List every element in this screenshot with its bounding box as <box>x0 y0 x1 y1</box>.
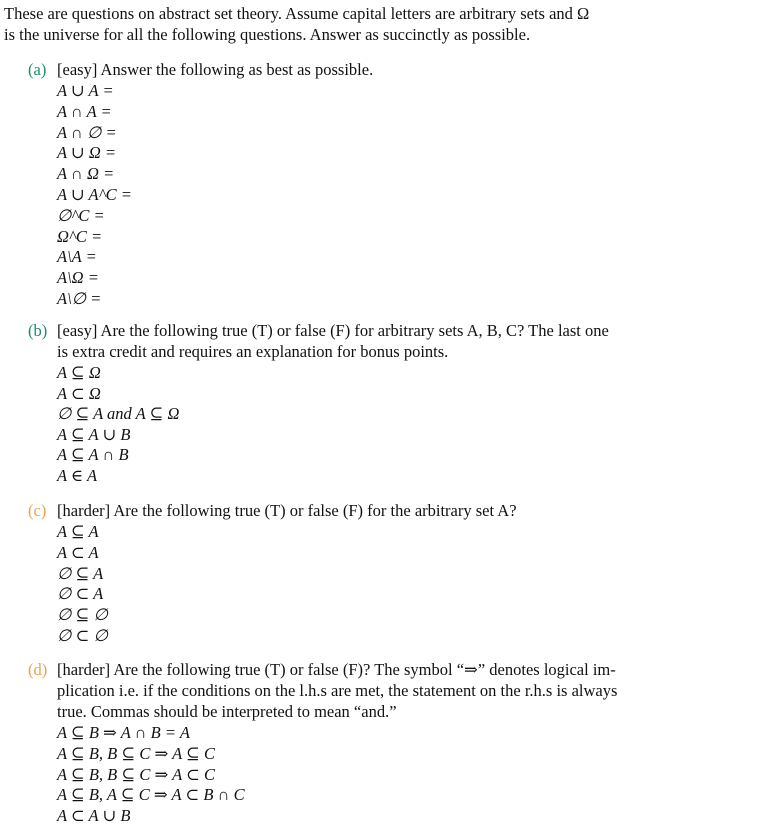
question-label: (c) <box>28 501 47 520</box>
math-item: A ⊆ B, B ⊆ C ⇒ A ⊂ C <box>57 764 215 784</box>
math-item: A ⊆ B, B ⊆ C ⇒ A ⊆ C <box>57 743 215 763</box>
question-text: [easy] Answer the following as best as possible. <box>57 60 374 79</box>
math-item: ∅ ⊂ A <box>57 584 104 604</box>
question-text: [easy] Are the following true (T) or false (F) for arbitrary sets A, B, C? The last one <box>57 321 609 340</box>
math-item: Ω^C = <box>57 226 103 246</box>
math-item: ∅^C = <box>57 205 105 225</box>
math-item: A ⊆ A ∩ B <box>57 445 129 465</box>
question-text: true. Commas should be interpreted to mean “and.” <box>57 702 397 721</box>
math-item: A ∩ A = <box>57 101 112 121</box>
math-item: ∅ ⊆ ∅ <box>57 605 108 625</box>
math-item: A ⊂ A <box>57 542 99 562</box>
math-item: ∅ ⊆ A <box>57 563 104 583</box>
math-item: A\A = <box>57 247 97 267</box>
math-item: A ∪ Ω = <box>57 143 117 163</box>
math-item: A ⊆ Ω <box>57 363 101 382</box>
math-item: A ∪ A = <box>57 81 114 100</box>
math-item: ∅ ⊆ A and A ⊆ Ω <box>57 404 180 424</box>
math-item: A ∩ Ω = <box>57 164 115 184</box>
question-label: (a) <box>28 60 47 79</box>
question-label: (b) <box>28 321 48 340</box>
math-item: A ∈ A <box>57 466 98 485</box>
math-item: A ⊂ Ω <box>57 383 101 403</box>
question-text: plication i.e. if the conditions on the l.h.s are met, the statement on the r.h.s is always <box>57 681 618 700</box>
math-item: A ⊂ A ∪ B <box>57 806 131 826</box>
intro-line-1: These are questions on abstract set theory. Assume capital letters are arbitrary sets and Ω <box>4 4 590 23</box>
math-item: A ⊆ B ⇒ A ∩ B = A <box>57 723 190 742</box>
math-item: A ∪ A^C = <box>57 185 132 204</box>
math-item: A\Ω = <box>57 268 99 288</box>
math-item: A ⊆ A ∪ B <box>57 424 131 444</box>
question-label: (d) <box>28 660 48 679</box>
math-item: A\∅ = <box>57 289 102 308</box>
math-item: A ⊆ A <box>57 522 99 541</box>
question-text: [harder] Are the following true (T) or false (F)? The symbol “⇒” denotes logical im- <box>57 660 616 679</box>
intro-line-2: is the universe for all the following questions. Answer as succinctly as possible. <box>4 25 531 44</box>
math-item: A ∩ ∅ = <box>57 122 117 142</box>
question-text: [harder] Are the following true (T) or false (F) for the arbitrary set A? <box>57 501 517 520</box>
math-item: A ⊆ B, A ⊆ C ⇒ A ⊂ B ∩ C <box>57 785 245 805</box>
question-text: is extra credit and requires an explanation for bonus points. <box>57 342 449 361</box>
math-item: ∅ ⊂ ∅ <box>57 626 108 645</box>
